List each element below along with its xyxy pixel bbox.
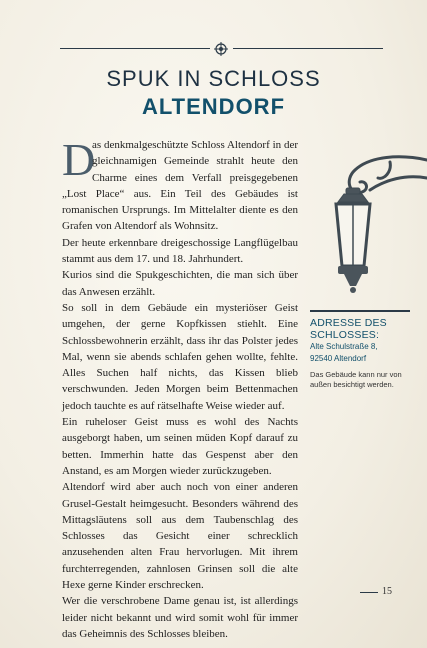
article-body xyxy=(62,134,298,642)
address-line-2: 92540 Altendorf xyxy=(310,353,367,363)
paragraph-2: Der heute erkennbare dreigeschossige Langflügelbau stammt aus dem 17. und 18. Jahrhundert. xyxy=(62,236,298,266)
paragraph-3: Kurios sind die Spukgeschichten, die man sich über das Anwesen erzählt. xyxy=(62,269,298,298)
paragraph-5: Ein ruheloser Geist muss es wohl des Nachts ausgeborgt haben, um seinen müden Kopf darauf zu betten. Immerhin hatte das Gespenst aber den Anstand, es am Morgen wieder zurückzugeben. xyxy=(62,416,298,477)
paragraph-1 xyxy=(62,134,298,235)
visit-note: Das Gebäude kann nur von außen besichtigt werden. xyxy=(310,370,402,389)
page-number-rule xyxy=(360,592,378,593)
compass-ornament-icon xyxy=(214,42,228,56)
title-line-2: ALTENDORF xyxy=(141,94,286,119)
top-rule xyxy=(0,45,427,53)
address-sidebar xyxy=(310,310,410,390)
title-line-1: SPUK IN SCHLOSS xyxy=(106,66,321,91)
paragraph-7: Wer die verschrobene Dame genau ist, ist allerdings leider nicht bekannt und wird somit wohl für immer das Geheimnis des Schlosses bleiben. xyxy=(62,595,298,640)
sidebar-heading-line-2: SCHLOSSES: xyxy=(310,328,380,341)
wall-lantern-icon xyxy=(300,140,427,300)
rule-right xyxy=(233,48,383,49)
address-line-1: Alte Schulstraße 8, xyxy=(310,342,378,351)
drop-cap: D xyxy=(62,134,96,185)
paragraph-1-text: as denkmalgeschützte Schloss Altendorf in der gleichnamigen Gemeinde strahlt heute den Charme eines dem Verfall preisgegebenen „Lost Place“ aus. Ein Teil des Gebäudes ist romanischen Ursprungs. Im Mittelalter diente es den Grafen von Altendorf als Wohnsitz. xyxy=(62,139,298,233)
sidebar-heading-line-1: ADRESSE DES xyxy=(310,317,387,329)
paragraph-4: So soll in dem Gebäude ein mysteriöser Geist umgehen, der gerne Kopfkissen stiehlt. Eine Schlossbewohnerin erzählt, dass ihr das Polster jedes Mal, wenn sie abends schlafen gehen wollte, fehlte. Alles Suchen half nichts, das Kissen blieb verschwunden. Jeden Morgen beim Bettenmachen jedoch tauchte es auf rätselhafte Weise wieder auf. xyxy=(62,301,298,412)
paragraph-6: Altendorf wird aber auch noch von einer anderen Grusel-Gestalt heimgesucht. Besonders während des Mittagsläutens soll aus dem Taubenschlag des Schlosses das Gesicht einer schrecklich anzusehenden alten Frau hervorlugen. Mit ihrem furchterregenden, zahnlosen Grinsen soll die alte Hexe gerne Kinder erschrecken. xyxy=(62,481,298,592)
page-number: 15 xyxy=(382,586,392,597)
rule-left xyxy=(60,48,210,49)
